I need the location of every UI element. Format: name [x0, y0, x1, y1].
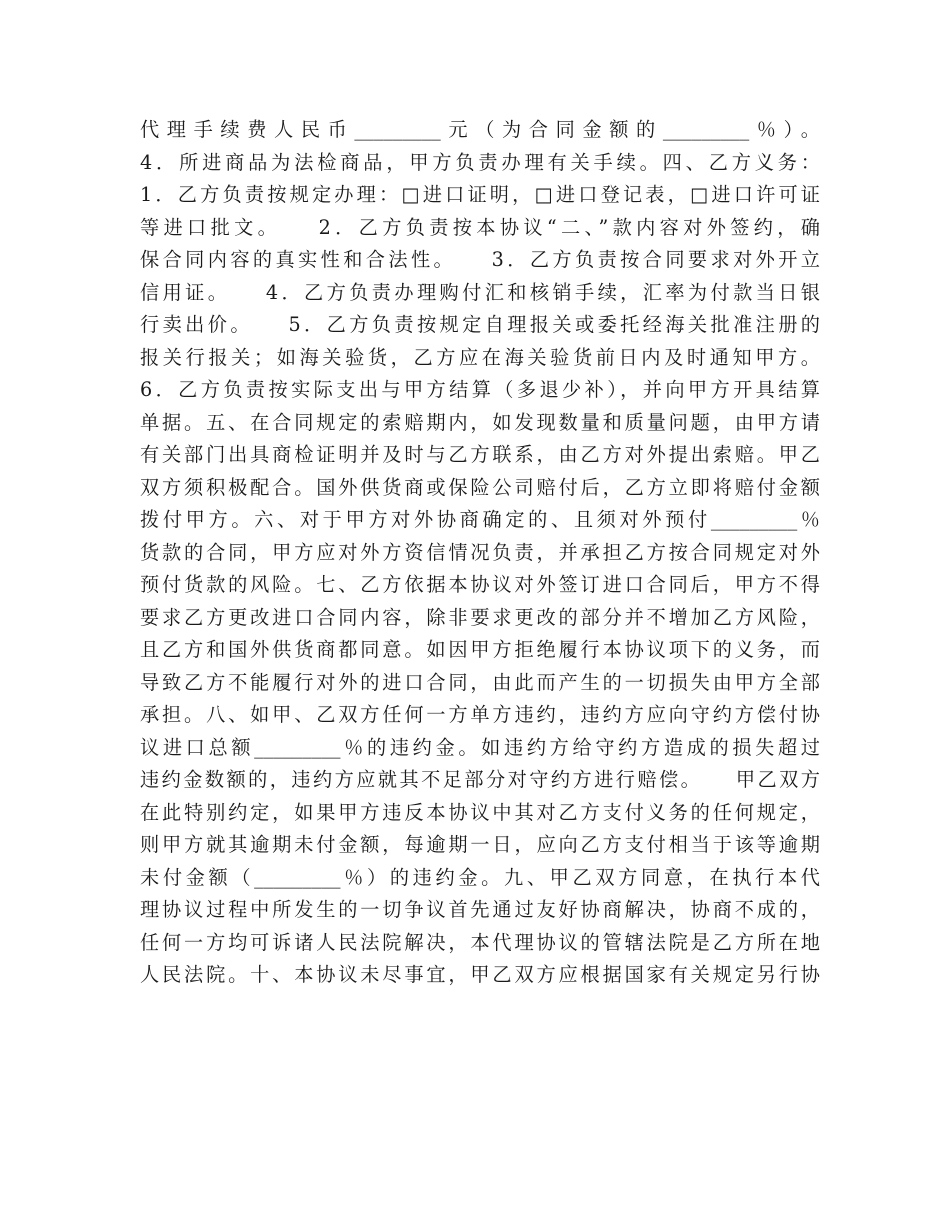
text-line: 在此特别约定，如果甲方违反本协议中其对乙方支付义务的任何规定， [140, 800, 820, 824]
text-line: 且乙方和国外供货商都同意。如因甲方拒绝履行本协议项下的义务，而 [140, 638, 820, 661]
document-body [140, 114, 820, 992]
text-line: 人民法院。十、本协议未尽事宜，甲乙双方应根据国家有关规定另行协 [140, 963, 820, 986]
text-line: 违约金数额的，违约方应就其不足部分对守约方进行赔偿。 甲乙双方 [140, 768, 820, 791]
text-line: 导致乙方不能履行对外的进口合同，由此而产生的一切损失由甲方全部 [140, 670, 820, 694]
text-line: 未付金额（_________％）的违约金。九、甲乙双方同意，在执行本代 [140, 865, 820, 889]
text-line: 承担。八、如甲、乙双方任何一方单方违约，违约方应向守约方偿付协 [140, 703, 820, 726]
text-line: 预付货款的风险。七、乙方依据本协议对外签订进口合同后，甲方不得 [140, 573, 820, 596]
text-line: 信用证。 4．乙方负责办理购付汇和核销手续，汇率为付款当日银 [140, 280, 820, 304]
text-line: 等进口批文。 2．乙方负责按本协议“二、”款内容对外签约，确 [140, 215, 820, 239]
text-line: 代理手续费人民币_________元（为合同金额的_________％）。 [140, 118, 820, 141]
text-line: 理协议过程中所发生的一切争议首先通过友好协商解决，协商不成的， [140, 898, 820, 921]
text-line: 议进口总额_________％的违约金。如违约方给守约方造成的损失超过 [140, 735, 820, 759]
text-line: 拨付甲方。六、对于甲方对外协商确定的、且须对外预付_________％ [140, 508, 820, 531]
text-line: 任何一方均可诉诸人民法院解决，本代理协议的管辖法院是乙方所在地 [140, 930, 820, 954]
text-line: 6．乙方负责按实际支出与甲方结算（多退少补），并向甲方开具结算 [140, 378, 820, 401]
text-line: 单据。五、在合同规定的索赔期内，如发现数量和质量问题，由甲方请 [140, 410, 820, 434]
text-line: 行卖出价。 5．乙方负责按规定自理报关或委托经海关批准注册的 [140, 313, 820, 336]
text-line: 1．乙方负责按规定办理：□进口证明，□进口登记表，□进口许可证 [140, 183, 820, 206]
text-line: 货款的合同，甲方应对外方资信情况负责，并承担乙方按合同规定对外 [140, 540, 820, 564]
text-line: 保合同内容的真实性和合法性。 3．乙方负责按合同要求对外开立 [140, 248, 820, 271]
text-line: 要求乙方更改进口合同内容，除非要求更改的部分并不增加乙方风险， [140, 605, 820, 629]
text-line: 双方须积极配合。国外供货商或保险公司赔付后，乙方立即将赔付金额 [140, 475, 820, 499]
text-line: 4．所进商品为法检商品，甲方负责办理有关手续。四、乙方义务： [140, 150, 820, 174]
text-line: 报关行报关；如海关验货，乙方应在海关验货前日内及时通知甲方。 [140, 345, 820, 369]
text-line: 有关部门出具商检证明并及时与乙方联系，由乙方对外提出索赔。甲乙 [140, 443, 820, 466]
text-line: 则甲方就其逾期未付金额，每逾期一日，应向乙方支付相当于该等逾期 [140, 833, 820, 856]
